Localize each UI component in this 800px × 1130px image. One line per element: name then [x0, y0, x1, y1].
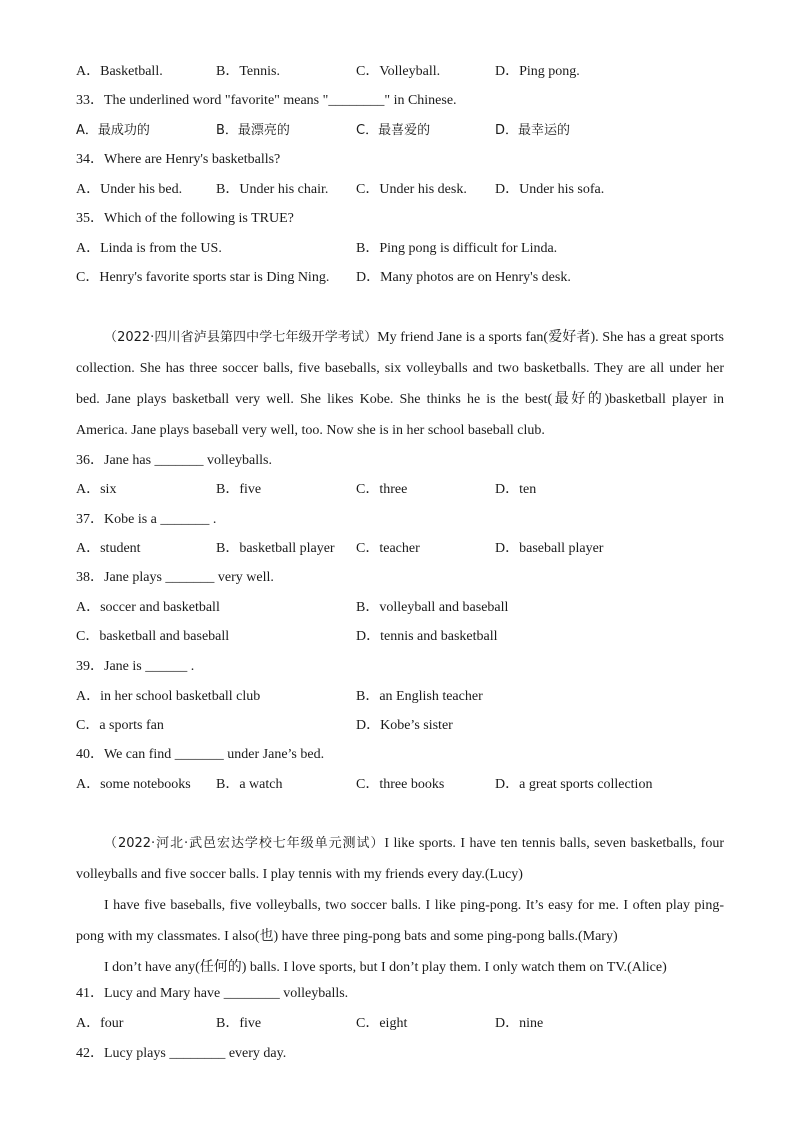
q32-option-d: D．Ping pong.: [495, 64, 580, 79]
passage-mary: I have five baseballs, five volleyballs, two soccer balls. I like ping-pong. It’s easy for me. I often play ping-pong with my classmates. I also(也) have three ping-pong bats and some ping-pong balls.(Mary): [76, 898, 724, 944]
q41-option-b: B．five: [216, 1016, 262, 1031]
q37-stem: 37．Kobe is a _______ .: [76, 512, 217, 527]
q38-stem: 38．Jane plays _______ very well.: [76, 570, 274, 585]
q39-stem: 39．Jane is ______ .: [76, 659, 195, 674]
q35-option-a: A．Linda is from the US.: [76, 241, 222, 256]
q41-option-a: A．four: [76, 1016, 124, 1031]
q42-stem: 42．Lucy plays ________ every day.: [76, 1046, 287, 1061]
q35-option-b: B．Ping pong is difficult for Linda.: [356, 241, 558, 256]
passage-alice: I don’t have any(任何的) balls. I love sports, but I don’t play them. I only watch them on TV.(Alice): [104, 960, 667, 975]
q34-option-c: C．Under his desk.: [356, 182, 467, 197]
q40-option-a: A．some notebooks: [76, 777, 191, 792]
passage-jane: [76, 322, 724, 446]
q35-option-d: D．Many photos are on Henry's desk.: [356, 270, 571, 285]
q33-stem: 33．The underlined word "favorite" means "________" in Chinese.: [76, 93, 457, 108]
q40-option-d: D．a great sports collection: [495, 777, 653, 792]
q33-option-a: A．最成功的: [76, 123, 150, 138]
passage-lucy-source: （2022·河北·武邑宏达学校七年级单元测试）: [104, 836, 385, 851]
q32-option-a: A．Basketball.: [76, 64, 163, 79]
q34-option-d: D．Under his sofa.: [495, 182, 605, 197]
q36-option-a: A．six: [76, 482, 117, 497]
q41-option-c: C．eight: [356, 1016, 408, 1031]
q37-option-a: A．student: [76, 541, 141, 556]
q41-stem: 41．Lucy and Mary have ________ volleyballs.: [76, 986, 349, 1001]
q39-option-c: C．a sports fan: [76, 718, 164, 733]
q37-option-c: C．teacher: [356, 541, 420, 556]
q34-option-a: A．Under his bed.: [76, 182, 183, 197]
q33-option-d: D．最幸运的: [495, 123, 571, 138]
passage-lucy-text: I like sports. I have ten tennis balls, seven basketballs, four volleyballs and five soccer balls. I play tennis with my friends every day.(Lucy): [76, 836, 724, 882]
q38-option-a: A．soccer and basketball: [76, 600, 220, 615]
q34-stem: 34．Where are Henry's basketballs?: [76, 152, 281, 167]
q37-option-d: D．baseball player: [495, 541, 604, 556]
q36-option-c: C．three: [356, 482, 408, 497]
q38-option-d: D．tennis and basketball: [356, 629, 498, 644]
q39-option-b: B．an English teacher: [356, 689, 483, 704]
q36-option-b: B．five: [216, 482, 262, 497]
q38-option-c: C．basketball and baseball: [76, 629, 230, 644]
q37-option-b: B．basketball player: [216, 541, 335, 556]
q34-option-b: B．Under his chair.: [216, 182, 329, 197]
q33-option-b: B．最漂亮的: [216, 123, 290, 138]
q36-option-d: D．ten: [495, 482, 537, 497]
q39-option-d: D．Kobe’s sister: [356, 718, 453, 733]
passage-lucy: [76, 828, 724, 890]
passage-jane-text: My friend Jane is a sports fan(爱好者). She has a great sports collection. She has three soccer balls, five baseballs, six volleyballs and two basketballs. They are all under her bed. Jane plays basketball very well. She likes Kobe. She thinks he is the best(最好的)basketball player in America. Jane plays baseball very well, too. Now she is in her school baseball club.: [76, 330, 724, 438]
q40-stem: 40．We can find _______ under Jane’s bed.: [76, 747, 325, 762]
q41-option-d: D．nine: [495, 1016, 544, 1031]
q36-stem: 36．Jane has _______ volleyballs.: [76, 453, 272, 468]
q38-option-b: B．volleyball and baseball: [356, 600, 509, 615]
q32-option-c: C．Volleyball.: [356, 64, 441, 79]
q33-option-c: C．最喜爱的: [356, 123, 431, 138]
q40-option-c: C．three books: [356, 777, 445, 792]
passage-jane-source: （2022·四川省泸县第四中学七年级开学考试）: [104, 330, 378, 345]
q35-option-c: C．Henry's favorite sports star is Ding Ning.: [76, 270, 330, 285]
q35-stem: 35．Which of the following is TRUE?: [76, 211, 294, 226]
q40-option-b: B．a watch: [216, 777, 283, 792]
q32-option-b: B．Tennis.: [216, 64, 280, 79]
q39-option-a: A．in her school basketball club: [76, 689, 261, 704]
